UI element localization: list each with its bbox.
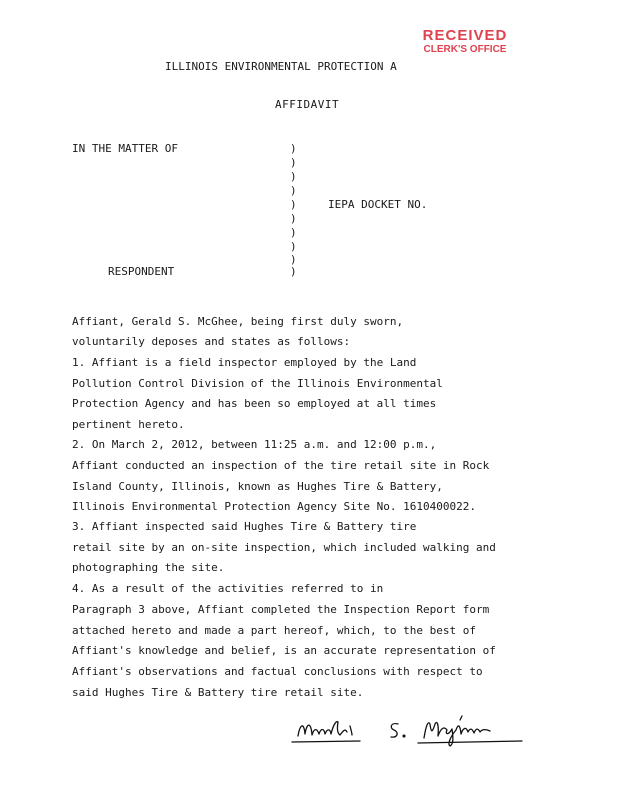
body-line: pertinent hereto.	[72, 418, 185, 431]
caption-parenthesis: )	[290, 265, 297, 278]
body-line: Pollution Control Division of the Illinois Environmental	[72, 377, 443, 390]
in-the-matter-of-label: IN THE MATTER OF	[72, 142, 178, 155]
caption-parenthesis: )	[290, 253, 297, 266]
respondent-label: RESPONDENT	[108, 265, 175, 278]
body-line: attached hereto and made a part hereof, which, to the best of	[72, 624, 476, 637]
body-line: 4. As a result of the activities referred to in	[72, 582, 384, 595]
stamp-received-text: RECEIVED	[422, 27, 508, 44]
stamp-clerks-office-text: CLERK'S OFFICE	[423, 44, 507, 55]
caption-parenthesis: )	[290, 184, 297, 197]
signature	[290, 714, 525, 748]
body-line: Paragraph 3 above, Affiant completed the Inspection Report form	[72, 603, 490, 616]
caption-parenthesis: )	[290, 142, 297, 155]
body-line: 1. Affiant is a field inspector employed by the Land	[72, 356, 417, 369]
caption-parenthesis: )	[290, 212, 297, 225]
agency-heading: ILLINOIS ENVIRONMENTAL PROTECTION A	[165, 60, 397, 73]
iepa-docket-label: IEPA DOCKET NO.	[328, 198, 428, 211]
document-title: AFFIDAVIT	[275, 98, 340, 111]
body-line: voluntarily deposes and states as follows:	[72, 335, 351, 348]
body-line: Illinois Environmental Protection Agency Site No. 1610400022.	[72, 500, 476, 513]
body-line: Affiant, Gerald S. McGhee, being first duly sworn,	[72, 315, 404, 328]
caption-parenthesis: )	[290, 170, 297, 183]
body-line: Island County, Illinois, known as Hughes Tire & Battery,	[72, 480, 443, 493]
caption-parenthesis: )	[290, 156, 297, 169]
body-line: 3. Affiant inspected said Hughes Tire & Battery tire	[72, 520, 417, 533]
body-line: 2. On March 2, 2012, between 11:25 a.m. and 12:00 p.m.,	[72, 438, 437, 451]
body-line: Affiant's observations and factual conclusions with respect to	[72, 665, 483, 678]
received-stamp	[410, 28, 520, 55]
body-line: Protection Agency and has been so employed at all times	[72, 397, 437, 410]
caption-parenthesis: )	[290, 226, 297, 239]
caption-parenthesis: )	[290, 198, 297, 211]
body-line: retail site by an on-site inspection, which included walking and	[72, 541, 496, 554]
body-line: Affiant's knowledge and belief, is an accurate representation of	[72, 644, 496, 657]
caption-parenthesis: )	[290, 240, 297, 253]
body-line: photographing the site.	[72, 561, 225, 574]
body-line: said Hughes Tire & Battery tire retail site.	[72, 686, 364, 699]
body-line: Affiant conducted an inspection of the tire retail site in Rock	[72, 459, 490, 472]
